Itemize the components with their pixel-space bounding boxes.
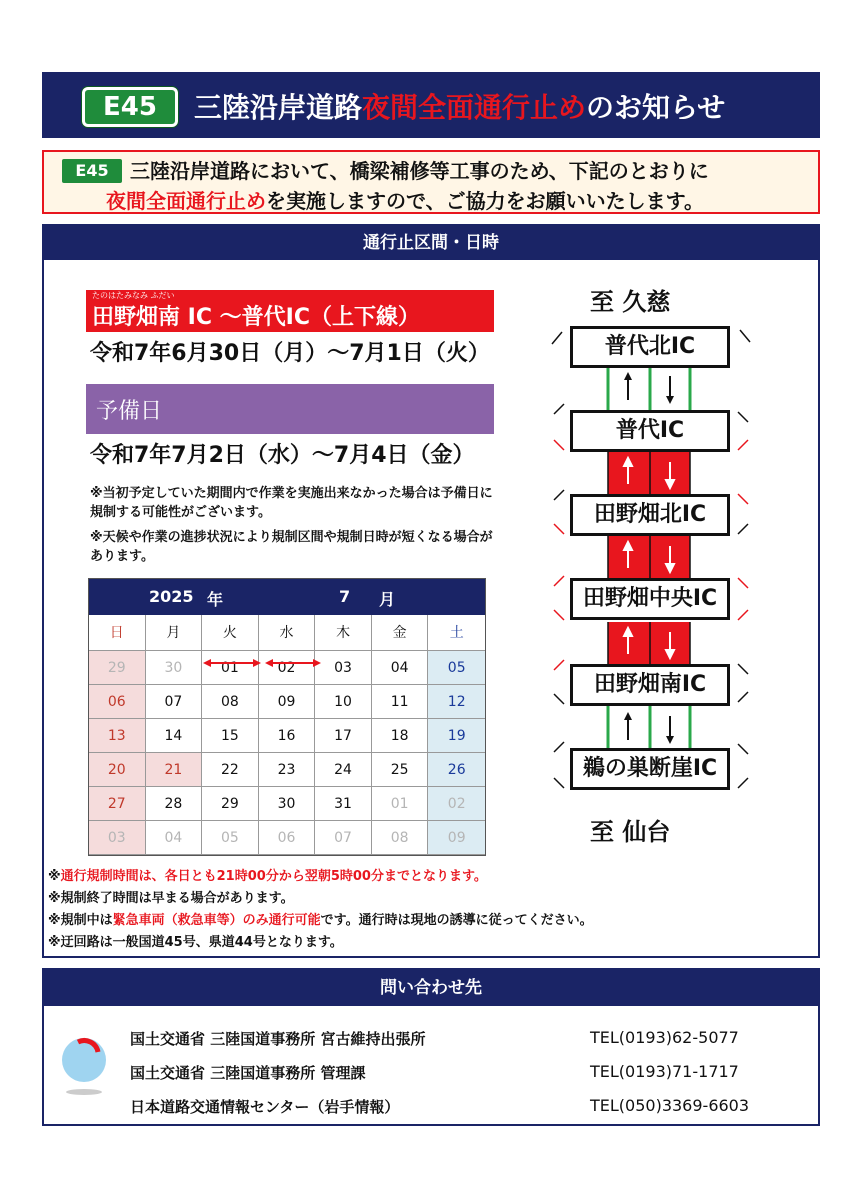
calendar-day: 27 [89, 787, 146, 821]
notice-line2-rest: を実施しますので、ご協力をお願いいたします。 [266, 189, 704, 213]
calendar-day: 15 [202, 719, 259, 753]
regulation-notes [48, 866, 593, 954]
calendar-day: 29 [89, 651, 146, 685]
calendar-grid [89, 615, 485, 855]
calendar-weekday: 金 [372, 615, 429, 651]
note-hours-text: 通行規制時間は、各日とも21時00分から翌朝5時00分までとなります。 [60, 869, 487, 884]
calendar-month: 7 [339, 587, 351, 606]
contact-tel-1: TEL(0193)62-5077 [590, 1028, 739, 1047]
calendar-day: 17 [315, 719, 372, 753]
route-badge-e45: E45 [82, 87, 178, 127]
calendar-day: 11 [372, 685, 429, 719]
mlit-logo-icon [58, 1032, 110, 1102]
calendar-weekday: 水 [259, 615, 316, 651]
notice-line1: 三陸沿岸道路において、橋梁補修等工事のため、下記のとおりに [130, 159, 709, 183]
calendar-day: 18 [372, 719, 429, 753]
calendar-day: 25 [372, 753, 429, 787]
calendar-year: 2025 [149, 587, 194, 606]
closure-dates: 令和7年6月30日（月）～7月1日（火） [90, 341, 490, 366]
ic-tanohata-chuo: 田野畑中央IC [570, 578, 730, 620]
ic-tanohata-kita: 田野畑北IC [570, 494, 730, 536]
calendar-day: 05 [428, 651, 485, 685]
calendar-day: 02 [259, 651, 316, 685]
calendar-day: 03 [89, 821, 146, 855]
calendar-day: 20 [89, 753, 146, 787]
calendar-day: 05 [202, 821, 259, 855]
note-emergency-prefix: ※規制中は [48, 913, 113, 928]
calendar-day: 28 [146, 787, 203, 821]
note-early-end: ※規制終了時間は早まる場合があります。 [48, 891, 294, 906]
direction-north: 至 久慈 [590, 288, 671, 316]
note-detour: ※迂回路は一般国道45号、県道44号となります。 [48, 935, 343, 950]
calendar-day: 12 [428, 685, 485, 719]
calendar-day: 07 [146, 685, 203, 719]
closed-section-bar [86, 290, 494, 332]
calendar-day: 01 [372, 787, 429, 821]
calendar-day: 21 [146, 753, 203, 787]
note-emergency-rest: です。通行時は現地の誘導に従ってください。 [320, 913, 593, 928]
calendar-month-unit: 月 [379, 590, 396, 609]
calendar-day: 02 [428, 787, 485, 821]
contact-section [42, 968, 820, 1126]
contact-tel-3: TEL(050)3369-6603 [590, 1096, 750, 1115]
closure-period-arrow-icon [203, 656, 323, 670]
note-hours-prefix: ※ [48, 869, 61, 884]
title-emphasis: 夜間全面通行止め [362, 91, 587, 124]
closure-section-title: 通行止区間・日時 [44, 226, 818, 260]
contact-org-3: 日本道路交通情報センター（岩手情報） [130, 1098, 400, 1116]
contact-title: 問い合わせ先 [44, 970, 818, 1006]
calendar-weekday: 日 [89, 615, 146, 651]
calendar-day: 14 [146, 719, 203, 753]
note-reserve: ※当初予定していた期間内で作業を実施出来なかった場合は予備日に規制する可能性がございます。 [90, 486, 493, 520]
calendar-day: 06 [89, 685, 146, 719]
calendar-day: 24 [315, 753, 372, 787]
section-ruby: たのはたみなみ ふだい [92, 291, 175, 300]
calendar-day: 09 [428, 821, 485, 855]
calendar-weekday: 火 [202, 615, 259, 651]
calendar-day: 03 [315, 651, 372, 685]
closure-section [42, 224, 820, 958]
notice-box [42, 150, 820, 214]
calendar-day: 31 [315, 787, 372, 821]
calendar-day: 04 [146, 821, 203, 855]
calendar-day: 26 [428, 753, 485, 787]
note-hours [48, 866, 593, 888]
direction-south: 至 仙台 [590, 818, 671, 846]
note-weather: ※天候や作業の進捗状況により規制区間や規制日時が短くなる場合があります。 [90, 530, 493, 564]
title-part2: のお知らせ [586, 91, 726, 124]
calendar-day: 06 [259, 821, 316, 855]
calendar-day: 09 [259, 685, 316, 719]
ic-unosu-dangai: 鵜の巣断崖IC [570, 748, 730, 790]
contact-tel-2: TEL(0193)71-1717 [590, 1062, 739, 1081]
calendar-day: 30 [259, 787, 316, 821]
note-emergency-text: 緊急車両（救急車等）のみ通行可能 [112, 913, 321, 928]
ic-fudai-kita: 普代北IC [570, 326, 730, 368]
ic-fudai: 普代IC [570, 410, 730, 452]
reserve-day-bar [86, 384, 494, 434]
calendar-day: 10 [315, 685, 372, 719]
calendar-day: 04 [372, 651, 429, 685]
notice-line2 [106, 185, 704, 214]
calendar-day: 13 [89, 719, 146, 753]
calendar-day: 16 [259, 719, 316, 753]
page-title [194, 86, 725, 126]
route-badge-e45-small: E45 [62, 159, 122, 183]
ic-tanohata-minami: 田野畑南IC [570, 664, 730, 706]
calendar-day: 08 [202, 685, 259, 719]
calendar-year-unit: 年 [207, 590, 224, 609]
calendar [88, 578, 486, 856]
calendar-day: 23 [259, 753, 316, 787]
contact-org-2: 国土交通省 三陸国道事務所 管理課 [130, 1064, 366, 1082]
calendar-day: 30 [146, 651, 203, 685]
calendar-weekday: 土 [428, 615, 485, 651]
notice-emphasis: 夜間全面通行止め [106, 189, 266, 213]
calendar-day: 22 [202, 753, 259, 787]
calendar-day: 07 [315, 821, 372, 855]
calendar-weekday: 月 [146, 615, 203, 651]
calendar-day: 08 [372, 821, 429, 855]
calendar-header [89, 579, 485, 615]
reserve-dates: 令和7年7月2日（水）～7月4日（金） [90, 443, 475, 468]
calendar-weekday: 木 [315, 615, 372, 651]
header-banner [42, 72, 820, 138]
note-emergency [48, 910, 593, 932]
calendar-day: 01 [202, 651, 259, 685]
reserve-day-label: 予備日 [96, 399, 163, 424]
closed-section-name: 田野畑南 IC ～普代IC（上下線） [92, 305, 420, 330]
contact-org-1: 国土交通省 三陸国道事務所 宮古維持出張所 [130, 1030, 426, 1048]
title-part1: 三陸沿岸道路 [194, 91, 363, 124]
calendar-day: 29 [202, 787, 259, 821]
calendar-day: 19 [428, 719, 485, 753]
road-diagram [540, 272, 810, 846]
